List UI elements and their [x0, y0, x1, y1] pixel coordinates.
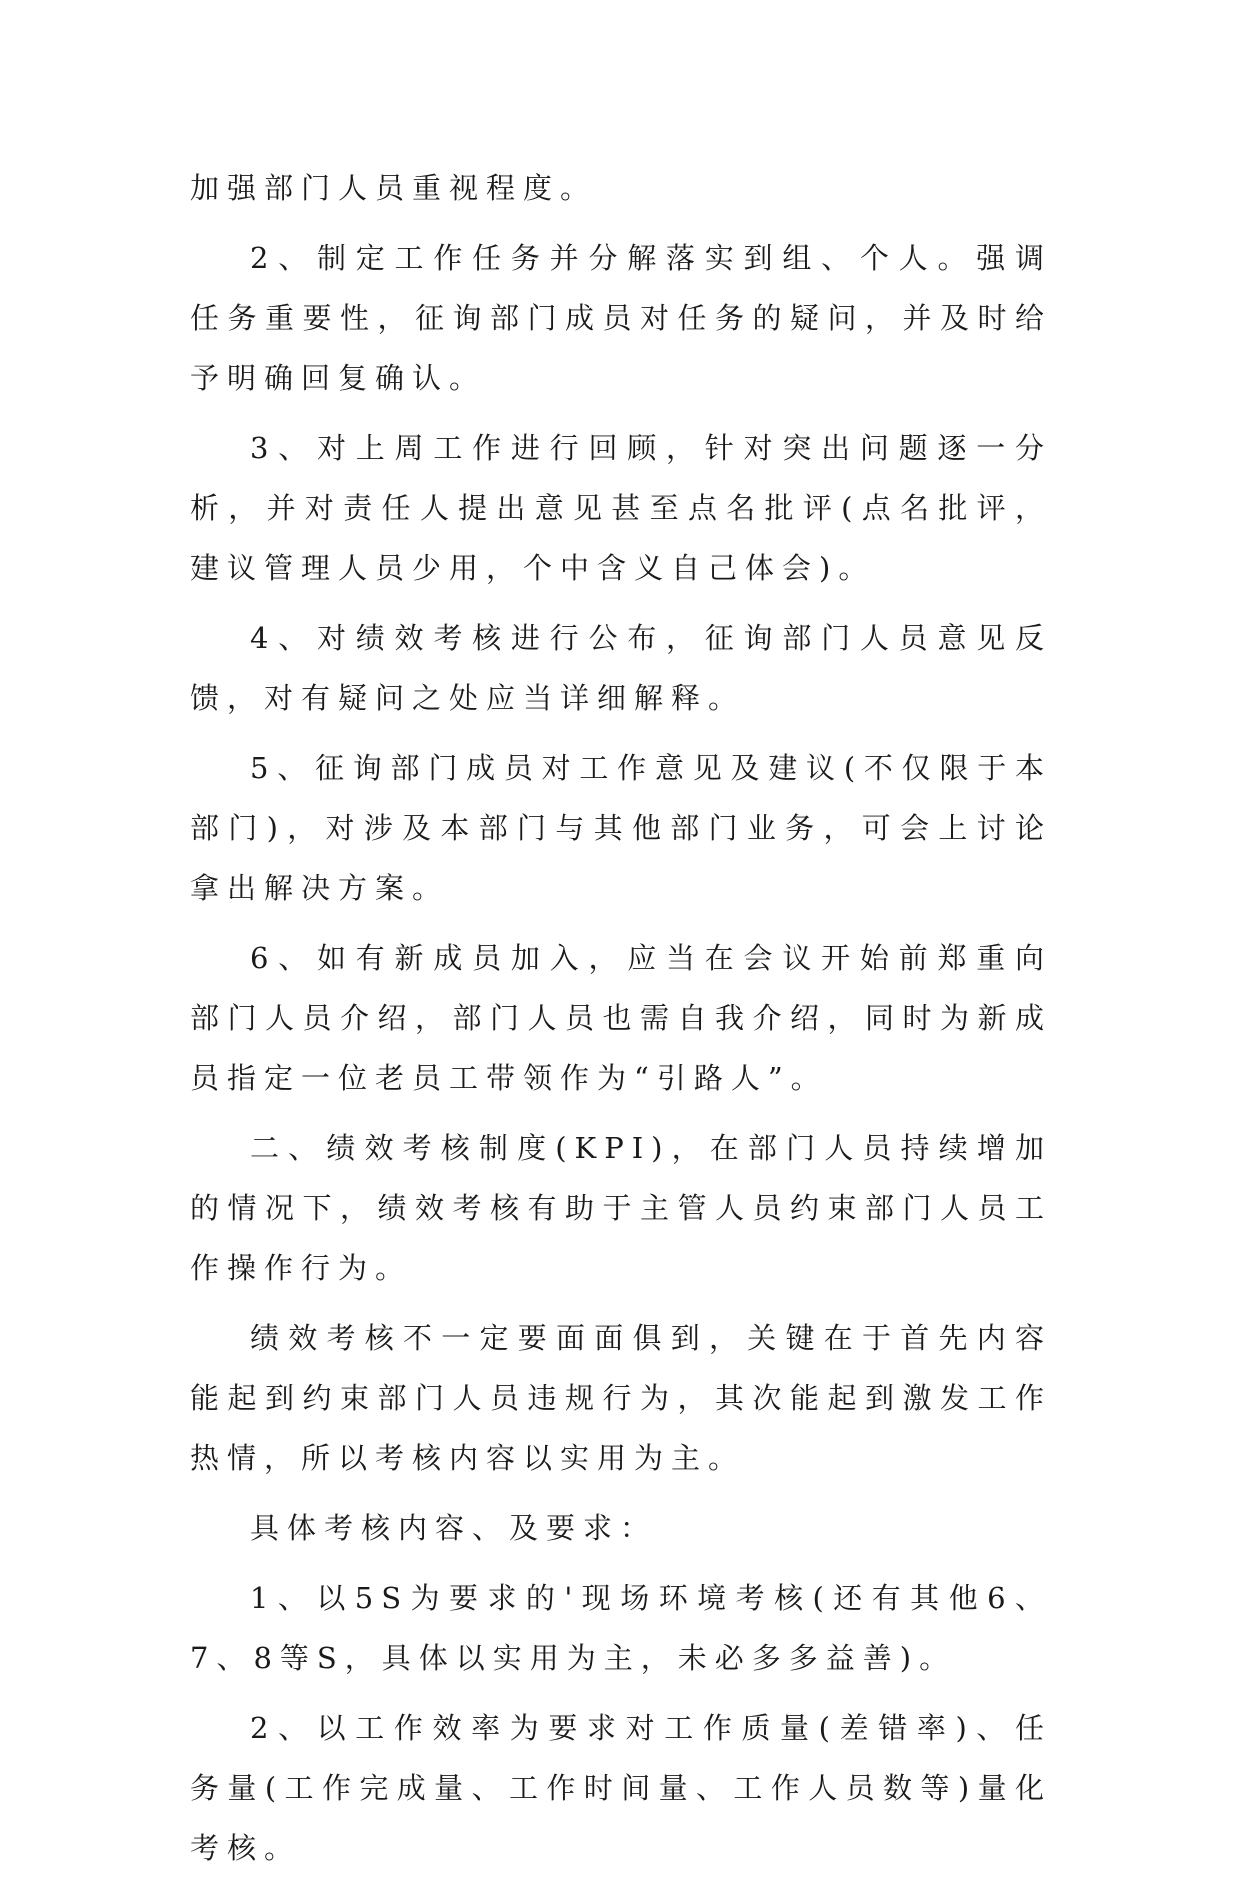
paragraph-1: 加强部门人员重视程度。	[190, 171, 598, 205]
paragraph-6: 6、如有新成员加入，应当在会议开始前郑重向部门人员介绍，部门人员也需自我介绍，同时为新成员指定一位老员工带领作为“引路人”。	[190, 941, 1052, 1095]
paragraph-7: 二、绩效考核制度(KPI)，在部门人员持续增加的情况下，绩效考核有助于主管人员约束部门人员工作操作行为。	[190, 1131, 1052, 1285]
paragraph-5: 5、征询部门成员对工作意见及建议(不仅限于本部门)，对涉及本部门与其他部门业务，可会上讨论拿出解决方案。	[190, 751, 1052, 905]
paragraph-3: 3、对上周工作进行回顾，针对突出问题逐一分析，并对责任人提出意见甚至点名批评(点名批评，建议管理人员少用，个中含义自己体会)。	[190, 431, 1052, 585]
paragraph-10: 1、以5S为要求的'现场环境考核(还有其他6、7、8等S，具体以实用为主，未必多多益善)。	[190, 1581, 1052, 1675]
body-text	[190, 158, 1052, 1888]
paragraph-9: 具体考核内容、及要求：	[250, 1511, 658, 1545]
paragraph-2: 2、制定工作任务并分解落实到组、个人。强调任务重要性，征询部门成员对任务的疑问，并及时给予明确回复确认。	[190, 241, 1052, 395]
paragraph-4: 4、对绩效考核进行公布，征询部门人员意见反馈，对有疑问之处应当详细解释。	[190, 621, 1052, 715]
paragraph-8: 绩效考核不一定要面面俱到，关键在于首先内容能起到约束部门人员违规行为，其次能起到激发工作热情，所以考核内容以实用为主。	[190, 1321, 1052, 1475]
paragraph-11: 2、以工作效率为要求对工作质量(差错率)、任务量(工作完成量、工作时间量、工作人员数等)量化考核。	[190, 1711, 1052, 1865]
